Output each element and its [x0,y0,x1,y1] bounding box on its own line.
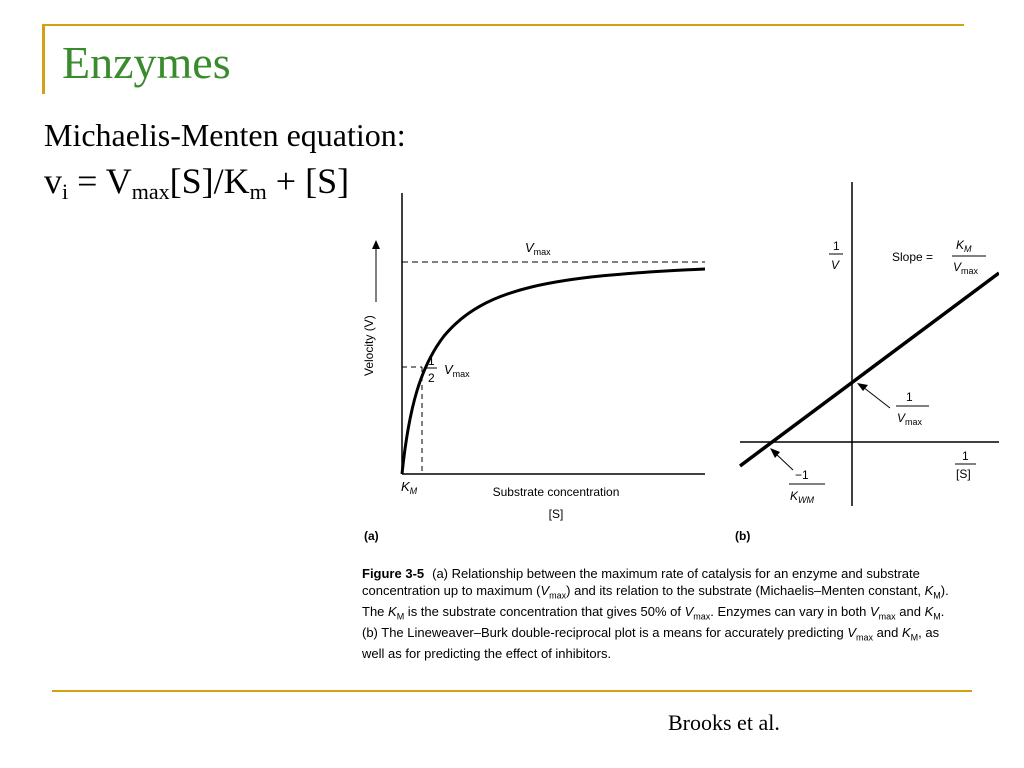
substrate-axis-label-2: [S] [548,507,564,521]
figure-caption [362,566,962,662]
eq-max: max [131,179,170,204]
eq-mid: [S]/K [169,161,250,201]
caption-text: . (b) The Lineweaver–Burk double-reciprocal plot is a means for accurately predicting [362,603,945,640]
caption-var: $K_M$ [924,582,941,601]
slope-num: $K_M$ [956,238,972,254]
km-label: $K_M$ [401,479,418,496]
lineweaver-burk-line [740,273,999,466]
caption-text: . Enzymes can vary in both [710,603,870,619]
velocity-axis-label: Velocity (V) [362,315,376,376]
substrate-axis-label: Substrate concentration [492,485,620,499]
slide-title: Enzymes [62,37,231,88]
slide-subtitle: Michaelis-Menten equation: [44,117,406,153]
caption-var: $V_{max}$ [684,603,711,622]
caption-text: and [895,603,925,619]
caption-text: ) and its relation to the substrate (Michaelis–Menten constant, [566,582,925,598]
panel-b [735,182,999,543]
eq-i: i [62,179,69,204]
inv-v-den: V [831,258,840,272]
caption-label: Figure 3-5 [362,566,425,581]
credit-text: Brooks et al. [668,710,780,735]
caption-var: $K_M$ [924,603,941,622]
caption-var: $K_M$ [901,624,919,643]
slope-den: $V_{max}$ [953,260,979,276]
half-num: 1 [428,354,435,368]
caption-text: ). The [362,582,949,619]
bottom-rule [52,690,972,692]
panel-a [362,193,705,543]
half-vmax-label: $V_{max}$ [444,362,470,379]
eq-m: m [249,179,267,204]
top-rule [42,24,964,26]
caption-var: $K_M$ [388,603,405,622]
eq-v: v [44,161,62,201]
panel-a-label: (a) [364,529,379,543]
caption-var: $V_{max}$ [869,603,896,622]
intercept-den: $V_{max}$ [897,411,923,427]
caption-text: , as well as for predicting the effect of inhibitors. [362,624,940,661]
vmax-label: $V_{max}$ [525,240,551,257]
neg-arrow [775,453,793,470]
slope-prefix: Slope = [892,250,934,264]
title-accent-bar [42,24,45,94]
caption-var: $V_{max}$ [847,624,874,643]
half-den: 2 [428,371,435,385]
eq-end: + [S] [266,161,350,201]
caption-text: (a) Relationship between the maximum rate of catalysis for an enzyme and substrate concentration up to maximum ( [362,566,920,598]
caption-text: is the substrate concentration that gives 50% of [404,603,685,619]
velocity-arrow-head [372,240,380,249]
caption-text: and [873,624,902,640]
eq-equals-v: = V [68,161,132,201]
inv-v-num: 1 [833,239,840,253]
intercept-arrow [863,387,890,408]
inv-s-den: [S] [956,467,971,481]
panel-b-label: (b) [735,529,751,543]
intercept-num: 1 [906,390,913,404]
neg-num: −1 [795,468,809,482]
michaelis-menten-equation [44,160,349,205]
neg-den: $K_{WM}$ [790,489,815,505]
caption-var: $V_{max}$ [540,582,567,601]
inv-s-num: 1 [962,449,969,463]
